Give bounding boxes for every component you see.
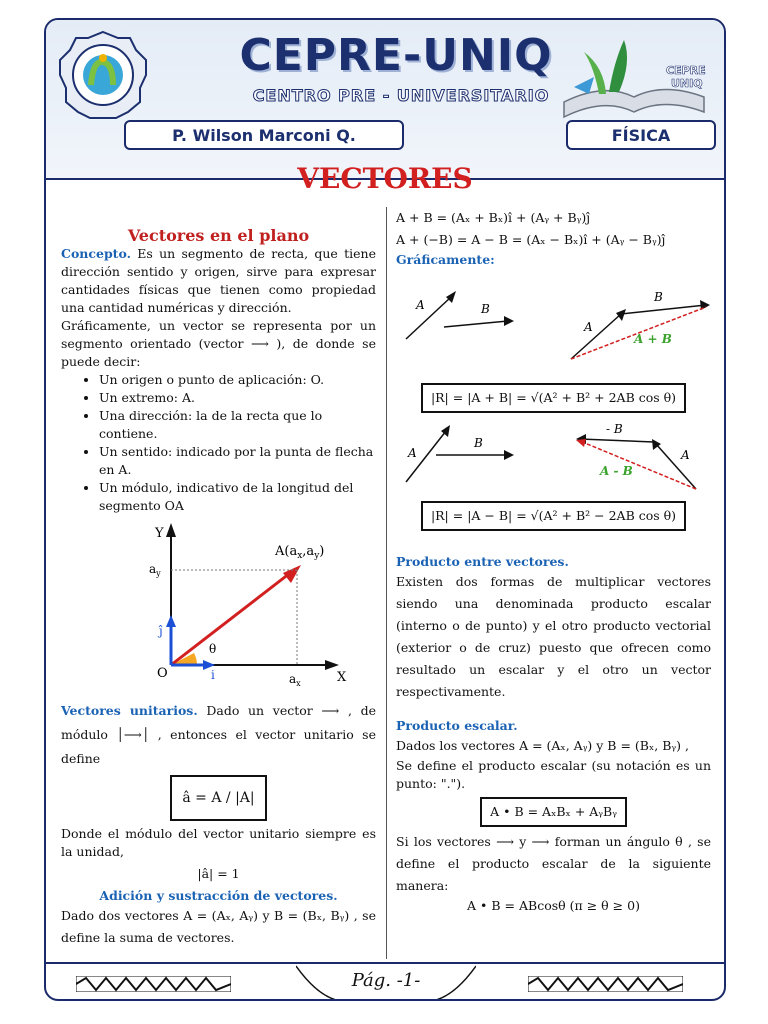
resultant-difference-formula: |R| = |A − B| = √(A² + B² − 2AB cos θ): [421, 501, 686, 531]
book-quill-icon: [554, 32, 719, 122]
teacher-name: P. Wilson Marconi Q.: [124, 120, 404, 150]
escalar-paragraph-1: Dados los vectores A = (Aₓ, Aᵧ) y B = (Bₓ, Bᵧ) ,: [396, 738, 689, 753]
concepto-text: Es un segmento de recta, que tiene dirección sentido y origen, sirve para expresar cantidades físicas que tienen como propiedad una cantidad numéricas y dirección.: [61, 246, 376, 315]
vector-a-label: A: [408, 446, 417, 460]
point-a-label: $A(a_x,a_y)$: [274, 544, 324, 561]
adicion-title: Adición y sustracción de vectores.: [99, 888, 338, 903]
difference-label: A - B: [600, 464, 633, 478]
list-item: • Un sentido: indicado por la punta de flecha en A.: [99, 443, 376, 479]
brand-title: CEPRE-UNIQ: [239, 30, 553, 81]
ay-label: $a_y$: [148, 562, 161, 578]
x-axis-label: X: [336, 670, 346, 685]
vector-a-label: A: [416, 298, 425, 312]
y-axis-label: Y: [154, 526, 164, 541]
properties-list: [61, 371, 376, 515]
vector-b-label: B: [654, 290, 663, 304]
sum-formula: A + B = (Aₓ + Bₓ)î + (Aᵧ + Bᵧ)ĵ: [396, 210, 591, 225]
origin-label: O: [156, 666, 168, 681]
unitarios-text: Dado un vector ⟶ , de módulo │⟶│ , entonces el vector unitario se define: [61, 703, 376, 766]
j-unit-label: ĵ: [158, 624, 163, 638]
right-column: [396, 207, 711, 915]
svg-text:UNIQ: UNIQ: [671, 77, 703, 90]
sum-label: A + B: [634, 332, 672, 346]
concepto-label: Concepto.: [61, 246, 131, 261]
left-column: [61, 207, 376, 949]
list-item: • Una dirección: la de la recta que lo contiene.: [99, 407, 376, 443]
escalar-title: Producto escalar.: [396, 718, 518, 733]
footer: [46, 962, 724, 1001]
difference-formula: A + (−B) = A − B = (Aₓ − Bₓ)î + (Aᵧ − Bᵧ)ĵ: [396, 232, 666, 247]
brand-subtitle: CENTRO PRE - UNIVERSITARIO: [252, 86, 550, 105]
vector-sum-figure: [396, 269, 711, 379]
list-item: • Un origen o punto de aplicación: O.: [99, 371, 376, 389]
vector-diagram: [69, 515, 369, 695]
header: [46, 20, 724, 180]
dot-cos-formula: A • B = ABcosθ (π ≥ θ ≥ 0): [467, 898, 640, 913]
modulo-paragraph: Donde el módulo del vector unitario siempre es la unidad,: [61, 826, 376, 859]
dot-product-formula: A • B = AₓBₓ + AᵧBᵧ: [480, 797, 627, 827]
page: [44, 18, 726, 1001]
concepto-paragraph: [61, 245, 376, 317]
neg-b-label: - B: [606, 422, 623, 436]
grafica-paragraph: Gráficamente, un vector se representa por un segmento orientado (vector ⟶ ), de donde se puede decir:: [61, 318, 376, 369]
left-ornament-icon: [76, 976, 231, 992]
modulo-formula: |â| = 1: [197, 866, 240, 881]
unitarios-label: Vectores unitarios.: [61, 703, 198, 718]
angulo-paragraph: Si los vectores ⟶ y ⟶ forman un ángulo θ , se define el producto escalar de la siguiente manera:: [396, 834, 711, 893]
theta-label: θ: [208, 642, 216, 656]
page-number: Pág. -1-: [351, 970, 421, 991]
subject-name: FÍSICA: [566, 120, 716, 150]
unit-vector-formula: â = A / |A|: [170, 775, 266, 821]
graficamente-label: Gráficamente:: [396, 252, 495, 267]
vector-a-label: A: [681, 448, 690, 462]
university-seal-icon: [58, 30, 148, 120]
list-item: • Un módulo, indicativo de la longitud del segmento OA: [99, 479, 376, 515]
i-unit-label: i: [210, 668, 215, 682]
producto-title: Producto entre vectores.: [396, 554, 569, 569]
list-item: • Un extremo: A.: [99, 389, 376, 407]
svg-text:CEPRE: CEPRE: [666, 64, 706, 77]
section-title: Vectores en el plano: [127, 226, 310, 245]
unitarios-paragraph: [61, 699, 376, 771]
adicion-paragraph: Dado dos vectores A = (Aₓ, Aᵧ) y B = (Bₓ, Bᵧ) , se define la suma de vectores.: [61, 908, 376, 945]
column-divider: [386, 207, 387, 959]
vector-b-label: B: [481, 302, 490, 316]
resultant-sum-formula: |R| = |A + B| = √(A² + B² + 2AB cos θ): [421, 383, 686, 413]
page-title: VECTORES: [297, 162, 473, 195]
ax-label: $a_x$: [288, 672, 301, 688]
right-ornament-icon: [528, 976, 683, 992]
vector-b-label: B: [474, 436, 483, 450]
vector-a-label: A: [584, 320, 593, 334]
escalar-paragraph-2: Se define el producto escalar (su notación es un punto: ".").: [396, 758, 711, 791]
vector-difference-figure: [396, 417, 711, 497]
producto-paragraph: Existen dos formas de multiplicar vectores siendo una denominada producto escalar (interno o de punto) y el otro producto vectorial (exterior o de cruz) puesto que ofrecen como resultado un escalar y el otro un vector respectivamente.: [396, 574, 711, 699]
